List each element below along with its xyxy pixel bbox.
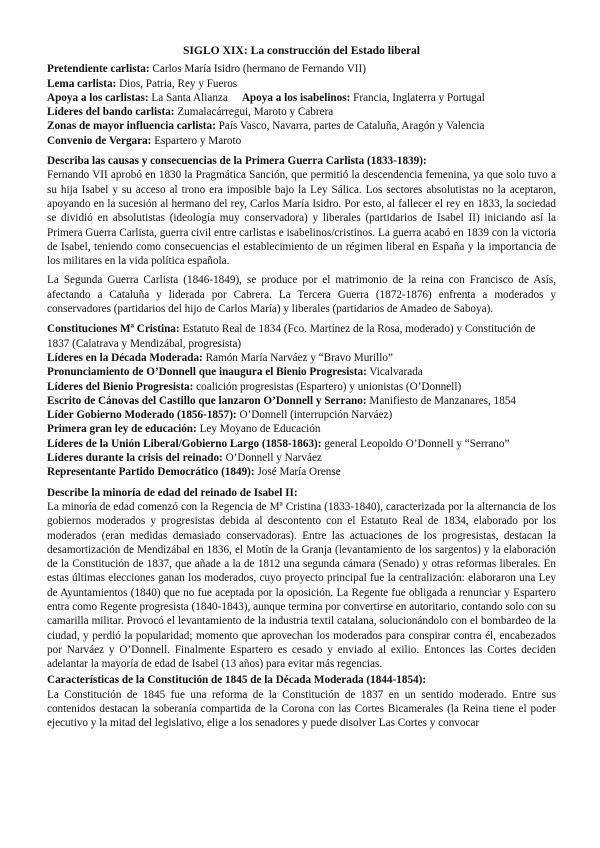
fact-value: Carlos María Isidro (hermano de Fernando VII) [149, 63, 366, 76]
fact-label: Primera gran ley de educación: [47, 423, 197, 436]
fact-pretendiente [47, 62, 556, 76]
fact-value: Ley Moyano de Educación [196, 423, 321, 436]
fact-value: coalición progresistas (Espartero) y unionistas (O’Donnell) [193, 380, 462, 393]
fact-value: Espartero y Maroto [151, 134, 242, 147]
fact-label: Constituciones Mª Cristina: [47, 323, 180, 336]
fact-label: Representante Partido Democrático (1849): [47, 466, 255, 479]
fact-label: Líderes del bando carlista: [47, 106, 175, 119]
fact-apoyos [47, 91, 556, 105]
section-heading-guerra-carlista: Describa las causas y consecuencias de la Primera Guerra Carlista (1833-1839): [47, 155, 427, 168]
fact-label: Líderes en la Década Moderada: [47, 351, 203, 364]
document-title: SIGLO XIX: La construcción del Estado liberal [182, 44, 421, 57]
fact-union-liberal [47, 437, 556, 451]
section-heading-constitucion-1845: Características de la Constitución de 1845 de la Década Moderada (1844-1854): [47, 674, 427, 687]
fact-value: Ramón María Narváez y “Bravo Murillo” [202, 351, 393, 364]
fact-ley-educacion [47, 422, 556, 436]
fact-value: Vicalvarada [366, 366, 423, 379]
paragraph: La Segunda Guerra Carlista (1846-1849), se produce por el matrimonio de la reina con Francisco de Asís, afectando a Cataluña y liderada por Cabrera. La Tercera Guerra (1872-1876) enfrenta a moderados y conservadores (partidarios del hijo de Carlos María) y liberales (partidarios de Amadeo de Saboya). [47, 274, 556, 316]
fact-label: Líderes durante la crisis del reinado: [47, 452, 223, 465]
fact-label: Zonas de mayor influencia carlista: [47, 120, 216, 133]
fact-value: Zumalacárregui, Maroto y Cabrera [174, 106, 334, 119]
fact-lema [47, 77, 556, 91]
fact-label: Apoya a los isabelinos: [241, 91, 351, 104]
fact-partido-democratico [47, 465, 556, 479]
fact-label: Apoya a los carlistas: [47, 91, 149, 104]
fact-label: Escrito de Cánovas del Castillo que lanzaron O’Donnell y Serrano: [47, 394, 367, 407]
fact-pronunciamiento [47, 365, 556, 379]
fact-value: O’Donnell y Narváez [222, 452, 322, 465]
fact-convenio-vergara [47, 134, 556, 148]
fact-constituciones-cristina [47, 322, 556, 351]
fact-lideres-decada-moderada [47, 351, 556, 365]
fact-value: Estatuto Real de 1834 (Fco. Martínez de la Rosa, moderado) y Constitución de 1837 (Calatrava y Mendizábal, progresista) [47, 323, 536, 350]
fact-value: Manifiesto de Manzanares, 1854 [366, 394, 517, 407]
fact-label: Líder Gobierno Moderado (1856-1857): [47, 409, 237, 422]
paragraph: La minoría de edad comenzó con la Regencia de Mª Cristina (1833-1840), caracterizada por la alternancia de los gobiernos moderados y progresistas debida al descontento con el Estatuto Real de 1834, elaborado por los moderados (eran medidas demasiado conservadoras). Entre las actuaciones de los progresistas, destacan la desamortización de Mendizábal en 1836, el Motín de la Granja (levantamiento de los sargentos) y la elaboración de la Constitución de 1837, que añade a la de 1812 una segunda cámara (Senado) y otras reformas liberales. En estas últimas elecciones ganan los moderados, cuyo proyecto principal fue la centralización: elaboraron una Ley de Ayuntamientos (1840) que no fue aceptada por la oposición. La Regente fue obligada a renunciar y Espartero entra como Regente progresista (1840-1843), aunque termina por convertirse en autoritario, contando solo con su camarilla militar. Provocó el levantamiento de la industria textil catalana, solucionándolo con el bombardeo de la ciudad, y perdió la popularidad; momento que aprovechan los moderados para conspirar contra él, encabezados por Narváez y O’Donnell. Finalmente Espartero es cesado y enviado al exilio. Entonces las Cortes deciden adelantar la mayoría de edad de Isabel (13 años) para evitar más regencias. [47, 500, 556, 671]
fact-label: Lema carlista: [47, 77, 117, 90]
fact-isabel-wrapper [242, 92, 485, 104]
fact-value: José María Orense [254, 466, 341, 479]
fact-value: O’Donnell (interrupción Narváez) [236, 409, 393, 422]
paragraph: La Constitución de 1845 fue una reforma de la Constitución de 1837 en un sentido moderado. Entre sus contenidos destacan la soberanía compartida de la Corona con las Cortes Bicamerales (la Reina tiene el poder ejecutivo y la mitad del legislativo, elige a los senadores y puede disolver Las Cortes y convocar [47, 688, 556, 730]
fact-escrito-canovas [47, 394, 556, 408]
fact-label: Pretendiente carlista: [47, 63, 150, 76]
fact-value: La Santa Alianza [148, 91, 228, 104]
fact-label: Líderes del Bienio Progresista: [47, 380, 194, 393]
fact-crisis-reinado [47, 451, 556, 465]
fact-label: Pronunciamiento de O’Donnell que inaugura el Bienio Progresista: [47, 366, 367, 379]
fact-lideres-bienio [47, 380, 556, 394]
fact-label: Líderes de la Unión Liberal/Gobierno Largo (1858-1863): [47, 437, 322, 450]
fact-value: País Vasco, Navarra, partes de Cataluña, Aragón y Valencia [215, 120, 485, 133]
section-heading-minoria-edad: Describe la minoría de edad del reinado de Isabel II: [47, 486, 298, 499]
fact-lider-gobierno-moderado [47, 408, 556, 422]
fact-lideres-carlistas [47, 105, 556, 119]
fact-zonas-carlistas [47, 119, 556, 133]
fact-value: general Leopoldo O’Donnell y “Serrano” [321, 437, 510, 450]
fact-label: Convenio de Vergara: [47, 134, 152, 147]
fact-value: Francia, Inglaterra y Portugal [350, 91, 485, 104]
fact-value: Dios, Patria, Rey y Fueros [116, 77, 238, 90]
paragraph: Fernando VII aprobó en 1830 la Pragmática Sanción, que permitió la descendencia femenina, ya que solo tuvo a su hija Isabel y su acceso al trono era imposible bajo la Ley Sálica. Los sectores absolutistas no la aceptaron, apoyando en la sucesión al hermano del rey, Carlos María Isidro. Por esto, al fallecer el rey en 1833, la sociedad se dividió en absolutistas (ideología muy conservadora) y liberales (partidarios de Isabel II) iniciando así la Primera Guerra Carlista, guerra civil entre carlistas e isabelinos/cristinos. La guerra acabó en 1839 con la victoria de Isabel, teniendo como consecuencias el establecimiento de un régimen liberal en España y la importancia de los militares en la vida política española. [47, 169, 556, 268]
